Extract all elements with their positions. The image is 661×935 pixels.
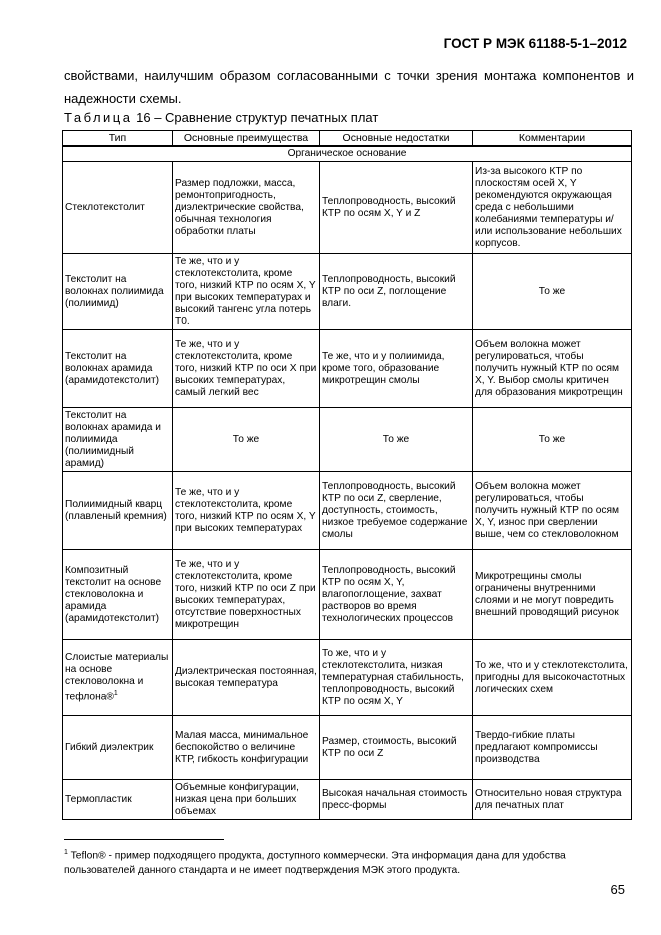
column-header: Основные недостатки [320, 131, 473, 147]
cell-disadvantages: Теплопроводность, высокий КТР по осям X, Y, влагопоглощение, захват растворов во время технологических процессов [320, 550, 473, 640]
cell-comments: Из-за высокого КТР по плоскостям осей X, Y рекомендуются окружающая среда с небольшими колебаниями температуры и/или использование небольших корпусов. [473, 162, 632, 254]
cell-comments: То же [473, 254, 632, 330]
cell-advantages: Размер подложки, масса, ремонтопригодность, диэлектрические свойства, обычная технология обработки платы [173, 162, 320, 254]
cell-type: Гибкий диэлектрик [63, 716, 173, 780]
cell-type: Термопластик [63, 780, 173, 820]
cell-advantages: Диэлектрическая постоянная, высокая температура [173, 640, 320, 716]
cell-disadvantages: Теплопроводность, высокий КТР по оси Z, поглощение влаги. [320, 254, 473, 330]
cell-advantages: Те же, что и у стеклотекстолита, кроме того, низкий КТР по оси Z при высоких температурах, отсутствие поверхностных микротрещин [173, 550, 320, 640]
intro-paragraph: свойствами, наилучшим образом согласованными с точки зрения монтажа компонентов и надежности схемы. [64, 68, 634, 106]
table-row [63, 716, 632, 780]
column-header: Комментарии [473, 131, 632, 147]
cell-disadvantages: Те же, что и у полиимида, кроме того, образование микротрещин смолы [320, 330, 473, 408]
cell-disadvantages: Высокая начальная стоимость пресс-формы [320, 780, 473, 820]
footnote-divider [64, 839, 224, 840]
cell-comments: Микротрещины смолы ограничены внутренними слоями и не могут повредить внешний проводящий рисунок [473, 550, 632, 640]
table-row [63, 640, 632, 716]
cell-comments: То же, что и у стеклотекстолита, пригодны для высокочастотных логических схем [473, 640, 632, 716]
comparison-table [62, 130, 632, 820]
cell-type [63, 640, 173, 716]
table-row [63, 780, 632, 820]
footnote-text: Teflon® - пример подходящего продукта, доступного коммерчески. Эта информация дана для удобства пользователей данного стандарта и не имеет подтверждения МЭК этого продукта. [64, 850, 566, 877]
cell-comments: Объем волокна может регулироваться, чтобы получить нужный КТР по осям X, Y. Выбор смолы критичен для образования микротрещин [473, 330, 632, 408]
cell-advantages: Те же, что и у стеклотекстолита, кроме того, низкий КТР по оси X при высоких температурах, самый легкий вес [173, 330, 320, 408]
cell-disadvantages: То же, что и у стеклотекстолита, низкая температурная стабильность, теплопроводность, высокий КТР по осям X, Y [320, 640, 473, 716]
caption-label: Таблица [64, 110, 133, 125]
table-row [63, 408, 632, 472]
cell-disadvantages: Теплопроводность, высокий КТР по осям X, Y и Z [320, 162, 473, 254]
cell-type: Текстолит на волокнах арамида (арамидотекстолит) [63, 330, 173, 408]
column-header: Основные преимущества [173, 131, 320, 147]
section-row [63, 146, 632, 162]
caption-title: – Сравнение структур печатных плат [154, 110, 379, 125]
footnote [64, 845, 634, 878]
table-row [63, 254, 632, 330]
cell-comments: Твердо-гибкие платы предлагают компромиссы производства [473, 716, 632, 780]
cell-disadvantages: То же [320, 408, 473, 472]
cell-comments: Объем волокна может регулироваться, чтобы получить нужный КТР по осям X, Y, износ при сверлении выше, чем со стекловолокном [473, 472, 632, 550]
cell-advantages: То же [173, 408, 320, 472]
page-number: 65 [610, 882, 625, 897]
cell-type: Композитный текстолит на основе стекловолокна и арамида (арамидотекстолит) [63, 550, 173, 640]
cell-type: Текстолит на волокнах арамида и полиимида (полиимидный арамид) [63, 408, 173, 472]
cell-type: Полиимидный кварц (плавленый кремния) [63, 472, 173, 550]
cell-type: Стеклотекстолит [63, 162, 173, 254]
column-header: Тип [63, 131, 173, 147]
table-caption [64, 110, 378, 125]
cell-advantages: Объемные конфигурации, низкая цена при больших объемах [173, 780, 320, 820]
cell-disadvantages: Размер, стоимость, высокий КТР по оси Z [320, 716, 473, 780]
cell-advantages: Малая масса, минимальное беспокойство о величине КТР, гибкость конфигурации [173, 716, 320, 780]
cell-type: Текстолит на волокнах полиимида (полиимид) [63, 254, 173, 330]
table-row [63, 550, 632, 640]
type-text: Слоистые материалы на основе стекловолокна и тефлона® [65, 651, 169, 703]
table-row [63, 162, 632, 254]
footnote-marker: 1 [64, 849, 68, 856]
footnote-ref: 1 [113, 689, 118, 697]
table-row [63, 472, 632, 550]
caption-number: 16 [136, 110, 151, 125]
doc-header: ГОСТ Р МЭК 61188-5-1–2012 [443, 36, 627, 51]
cell-comments: То же [473, 408, 632, 472]
cell-advantages: Те же, что и у стеклотекстолита, кроме того, низкий КТР по осям X, Y при высоких температурах [173, 472, 320, 550]
table-header-row [63, 131, 632, 147]
cell-advantages: Те же, что и у стеклотекстолита, кроме того, низкий КТР по осям X, Y при высоких температурах и высокий тангенс угла потерь T0. [173, 254, 320, 330]
cell-disadvantages: Теплопроводность, высокий КТР по оси Z, сверление, доступность, стоимость, низкое требуемое содержание смолы [320, 472, 473, 550]
section-label: Органическое основание [63, 146, 632, 162]
cell-comments: Относительно новая структура для печатных плат [473, 780, 632, 820]
table-row [63, 330, 632, 408]
